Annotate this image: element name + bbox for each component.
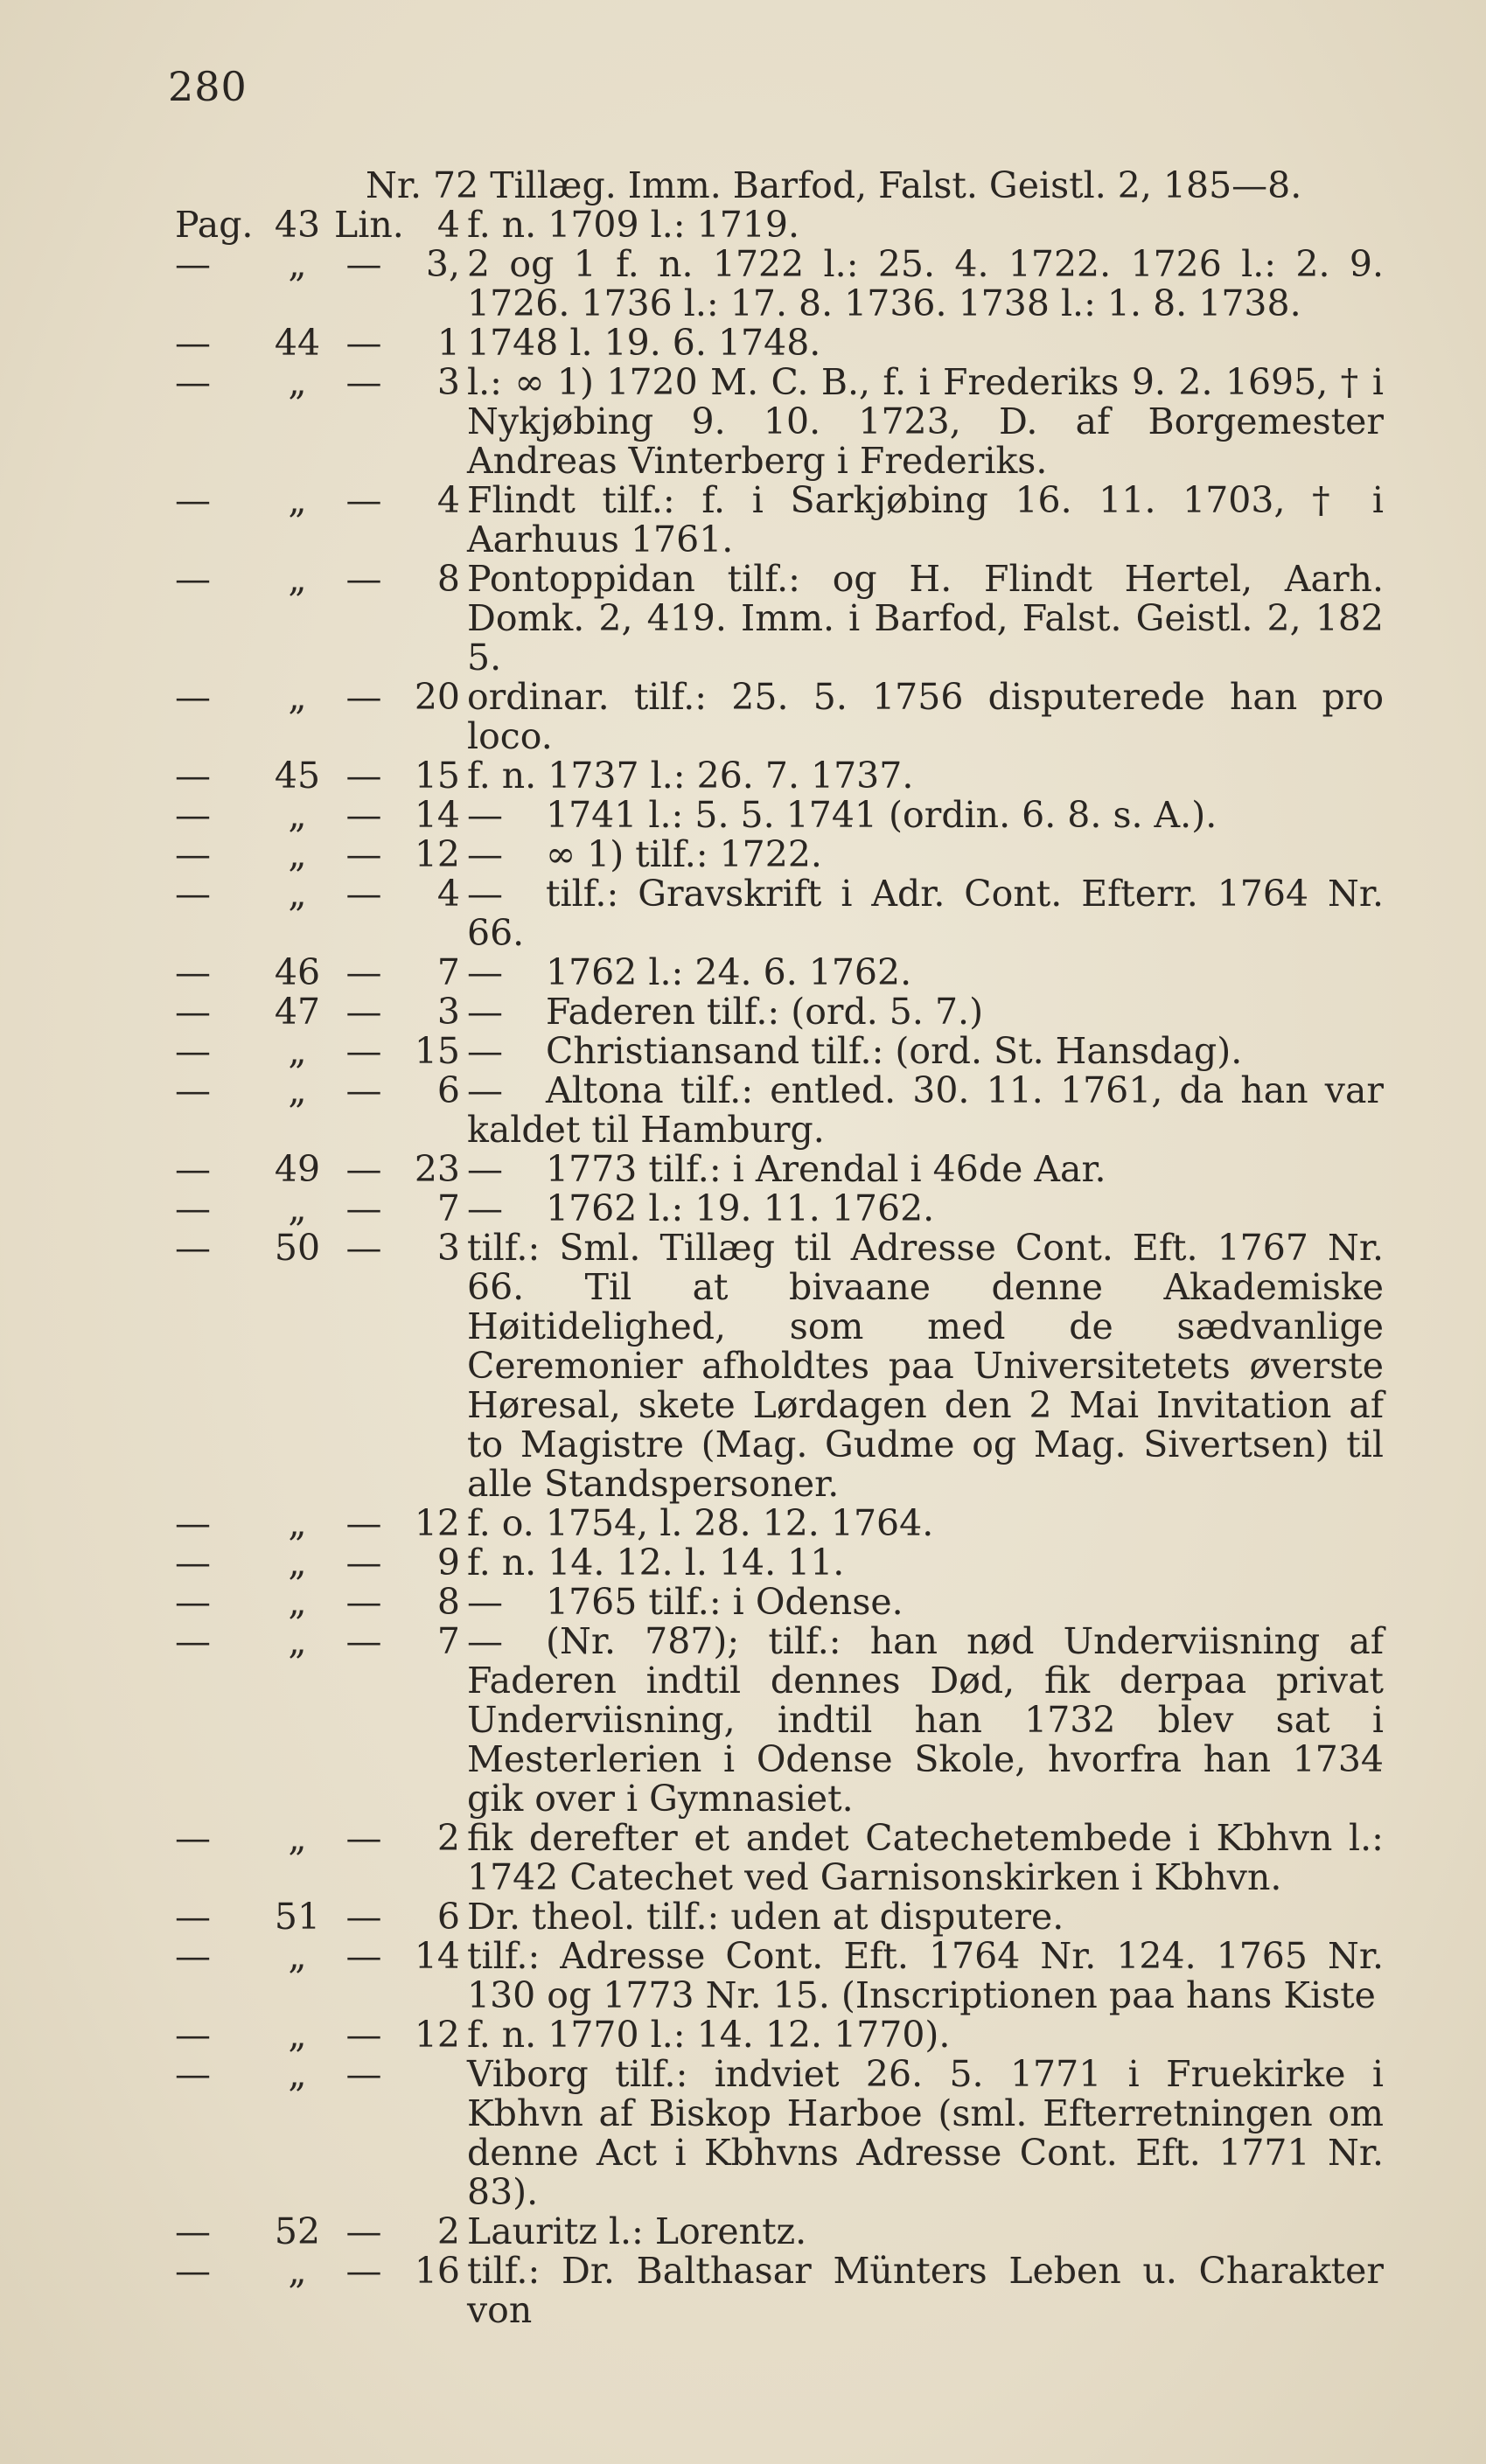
entry-page-ref: „ xyxy=(288,1620,307,1662)
entry-pag: — xyxy=(175,991,211,1033)
entry-lin-marker: — xyxy=(345,479,382,521)
errata-entry xyxy=(0,1032,1486,1071)
errata-entry xyxy=(0,166,1486,205)
entry-page-ref: „ xyxy=(288,2014,307,2056)
entry-page-ref: „ xyxy=(288,1030,307,1072)
entry-text: 1762 l.: 19. 11. 1762. xyxy=(546,1187,935,1229)
entry-pag: — xyxy=(175,755,211,797)
entry-page-ref: 51 xyxy=(274,1896,321,1938)
entry-pag: — xyxy=(175,361,211,403)
errata-entry xyxy=(0,1189,1486,1229)
entry-text: 1748 l. 19. 6. 1748. xyxy=(467,322,821,364)
entry-text-block xyxy=(467,1937,1384,2015)
entry-pag: — xyxy=(175,1896,211,1938)
entry-lin-marker: — xyxy=(345,794,382,836)
entry-line-ref: 12 xyxy=(414,833,460,875)
entry-text: ∞ 1) tilf.: 1722. xyxy=(546,833,822,875)
entry-text-block xyxy=(467,2015,1384,2055)
entry-text: tilf.: Sml. Tillæg til Adresse Cont. Eft. 1767 Nr. 66. Til at bivaane denne Akademiske Høitidelighed, som med de sædvanlige Ceremonier afholdtes paa Universitetets øverste Høresal, skete Lørdagen den 2 Mai Invitation af to Magistre (Mag. Gudme og Mag. Sivertsen) til alle Standspersoner. xyxy=(467,1227,1384,1505)
entry-sub-dash: — xyxy=(467,1581,503,1623)
entry-text-block xyxy=(467,560,1384,678)
entry-text-block xyxy=(467,1071,1384,1150)
entry-text-block xyxy=(467,324,1384,363)
entry-lin-marker: — xyxy=(345,873,382,915)
entry-pag: — xyxy=(175,1030,211,1072)
entry-page-ref: „ xyxy=(288,1502,307,1544)
entry-line-ref: 6 xyxy=(436,1069,460,1111)
entry-text-block xyxy=(467,756,1384,796)
entry-sub-dash: — xyxy=(467,951,503,993)
errata-entry xyxy=(0,1543,1486,1583)
entry-lin-marker: — xyxy=(345,676,382,718)
entry-text: Faderen tilf.: (ord. 5. 7.) xyxy=(546,991,984,1033)
entry-line-ref: 2 xyxy=(436,2210,460,2252)
entry-text: 1741 l.: 5. 5. 1741 (ordin. 6. 8. s. A.). xyxy=(546,794,1217,836)
entry-lin-marker: — xyxy=(345,1227,382,1269)
entry-page-ref: 47 xyxy=(274,991,321,1033)
entry-page-ref: „ xyxy=(288,833,307,875)
entry-text-block xyxy=(467,1819,1384,1897)
entry-pag: Pag. xyxy=(175,204,254,246)
entry-text-block xyxy=(467,678,1384,756)
entry-sub-dash: — xyxy=(467,991,503,1033)
entry-line-ref: 12 xyxy=(414,1502,460,1544)
entry-page-ref: „ xyxy=(288,361,307,403)
entry-text: tilf.: Adresse Cont. Eft. 1764 Nr. 124. 1765 Nr. 130 og 1773 Nr. 15. (Inscriptionen paa hans Kiste xyxy=(467,1935,1384,2016)
errata-entry xyxy=(0,481,1486,560)
errata-entry xyxy=(0,756,1486,796)
entry-text-block xyxy=(467,1229,1384,1504)
entry-page-ref: 49 xyxy=(274,1148,321,1190)
entry-lin-marker: — xyxy=(345,1817,382,1859)
entry-page-ref: 44 xyxy=(274,322,321,364)
errata-entry xyxy=(0,2015,1486,2055)
errata-entry xyxy=(0,245,1486,324)
entry-lin-marker: — xyxy=(345,1581,382,1623)
entry-pag: — xyxy=(175,243,211,285)
entry-pag: — xyxy=(175,833,211,875)
entry-line-ref: 6 xyxy=(436,1896,460,1938)
entry-sub-dash: — xyxy=(467,1069,503,1111)
entry-pag: — xyxy=(175,1502,211,1544)
entry-pag: — xyxy=(175,794,211,836)
entry-text-block xyxy=(467,205,1384,245)
entry-sub-dash: — xyxy=(467,1030,503,1072)
entry-text: f. n. 1737 l.: 26. 7. 1737. xyxy=(467,755,914,797)
entry-pag: — xyxy=(175,1620,211,1662)
entry-text-block xyxy=(467,1504,1384,1543)
entry-line-ref: 16 xyxy=(414,2250,460,2292)
errata-entry xyxy=(0,678,1486,756)
errata-entry xyxy=(0,1150,1486,1189)
errata-entry xyxy=(0,1229,1486,1504)
entry-sub-dash: — xyxy=(467,1620,503,1662)
entry-text-block xyxy=(467,2252,1384,2330)
entry-line-ref: 15 xyxy=(414,755,460,797)
entry-text: Christiansand tilf.: (ord. St. Hansdag). xyxy=(546,1030,1243,1072)
entry-lin-marker: — xyxy=(345,1030,382,1072)
entry-lin-marker: — xyxy=(345,1187,382,1229)
entry-lin-marker: — xyxy=(345,1069,382,1111)
entry-pag: — xyxy=(175,2210,211,2252)
entry-line-ref: 4 xyxy=(436,479,460,521)
entry-lin-marker: — xyxy=(345,833,382,875)
errata-entry xyxy=(0,1583,1486,1622)
entry-page-ref: „ xyxy=(288,1935,307,1977)
entry-text: ordinar. tilf.: 25. 5. 1756 disputerede han pro loco. xyxy=(467,676,1384,757)
entry-text: f. o. 1754, l. 28. 12. 1764. xyxy=(467,1502,934,1544)
errata-entry xyxy=(0,953,1486,992)
entry-line-ref: 3 xyxy=(436,1227,460,1269)
entry-line-ref: 9 xyxy=(436,1542,460,1584)
errata-entry xyxy=(0,324,1486,363)
entry-pag: — xyxy=(175,951,211,993)
entry-text-block xyxy=(467,1032,1384,1071)
entry-line-ref: 7 xyxy=(436,1187,460,1229)
errata-entry xyxy=(0,835,1486,874)
entry-lin-marker: — xyxy=(345,243,382,285)
entry-line-ref: 23 xyxy=(414,1148,460,1190)
errata-entry xyxy=(0,1622,1486,1819)
entry-lin-marker: — xyxy=(345,2210,382,2252)
entry-text: f. n. 1709 l.: 1719. xyxy=(467,204,799,246)
entry-pag: — xyxy=(175,676,211,718)
entry-lin-marker: — xyxy=(345,322,382,364)
entry-lin-marker: Lin. xyxy=(334,204,404,246)
entry-pag: — xyxy=(175,2250,211,2292)
entry-line-ref: 8 xyxy=(436,558,460,600)
entry-lin-marker: — xyxy=(345,1502,382,1544)
entry-sub-dash: — xyxy=(467,1148,503,1190)
entry-pag: — xyxy=(175,1817,211,1859)
entry-pag: — xyxy=(175,1581,211,1623)
entry-text: (Nr. 787); tilf.: han nød Underviisning af Faderen indtil dennes Død, fik derpaa privat Underviisning, indtil han 1732 blev sat i Mesterlerien i Odense Skole, hvorfra han 1734 gik over i Gymnasiet. xyxy=(467,1620,1384,1820)
errata-entry xyxy=(0,363,1486,481)
entry-line-ref: 15 xyxy=(414,1030,460,1072)
entry-line-ref: 4 xyxy=(436,204,460,246)
entry-line-ref: 2 xyxy=(436,1817,460,1859)
entry-lin-marker: — xyxy=(345,2053,382,2095)
entry-pag: — xyxy=(175,1542,211,1584)
entry-text-block xyxy=(467,874,1384,953)
entry-line-ref: 8 xyxy=(436,1581,460,1623)
entry-sub-dash: — xyxy=(467,873,503,915)
entry-pag: — xyxy=(175,479,211,521)
entry-text: tilf.: Dr. Balthasar Münters Leben u. Charakter von xyxy=(467,2250,1384,2331)
entry-pag: — xyxy=(175,1187,211,1229)
errata-entry xyxy=(0,992,1486,1032)
entry-page-ref: „ xyxy=(288,794,307,836)
entry-pag: — xyxy=(175,322,211,364)
errata-entry xyxy=(0,205,1486,245)
entry-pag: — xyxy=(175,2053,211,2095)
errata-entry xyxy=(0,2055,1486,2212)
errata-entry xyxy=(0,1897,1486,1937)
entry-text-block xyxy=(467,835,1384,874)
entry-text-block xyxy=(366,166,1373,205)
entry-page-ref: „ xyxy=(288,676,307,718)
entry-text-block xyxy=(467,245,1384,324)
errata-entry xyxy=(0,1071,1486,1150)
entry-page-ref: „ xyxy=(288,1187,307,1229)
entry-pag: — xyxy=(175,1227,211,1269)
entry-line-ref: 14 xyxy=(414,1935,460,1977)
entry-text-block xyxy=(467,2055,1384,2212)
entry-sub-dash: — xyxy=(467,1187,503,1229)
errata-entry xyxy=(0,560,1486,678)
entry-text: 1765 tilf.: i Odense. xyxy=(546,1581,903,1623)
entry-lin-marker: — xyxy=(345,2014,382,2056)
entry-lin-marker: — xyxy=(345,991,382,1033)
entry-page-ref: „ xyxy=(288,873,307,915)
entry-text: Nr. 72 Tillæg. Imm. Barfod, Falst. Geistl. 2, 185—8. xyxy=(366,164,1302,206)
entry-text-block xyxy=(467,1150,1384,1189)
entry-text: Lauritz l.: Lorentz. xyxy=(467,2210,807,2252)
entry-sub-dash: — xyxy=(467,794,503,836)
errata-entry xyxy=(0,796,1486,835)
entry-text: 1762 l.: 24. 6. 1762. xyxy=(546,951,912,993)
page-number: 280 xyxy=(168,63,248,110)
entry-page-ref: „ xyxy=(288,1581,307,1623)
entry-page-ref: 46 xyxy=(274,951,321,993)
entry-text-block xyxy=(467,1583,1384,1622)
entry-lin-marker: — xyxy=(345,951,382,993)
entry-sub-dash: — xyxy=(467,833,503,875)
entry-text: Altona tilf.: entled. 30. 11. 1761, da han var kaldet til Hamburg. xyxy=(467,1069,1384,1151)
entry-text: f. n. 14. 12. l. 14. 11. xyxy=(467,1542,845,1584)
entry-lin-marker: — xyxy=(345,361,382,403)
entry-text-block xyxy=(467,1897,1384,1937)
entry-lin-marker: — xyxy=(345,1896,382,1938)
entry-text: Dr. theol. tilf.: uden at disputere. xyxy=(467,1896,1064,1938)
entry-text-block xyxy=(467,2212,1384,2252)
entry-pag: — xyxy=(175,1935,211,1977)
errata-entry xyxy=(0,874,1486,953)
entry-text-block xyxy=(467,992,1384,1032)
entry-text: tilf.: Gravskrift i Adr. Cont. Efterr. 1764 Nr. 66. xyxy=(467,873,1384,954)
entry-text: f. n. 1770 l.: 14. 12. 1770). xyxy=(467,2014,951,2056)
entry-page-ref: „ xyxy=(288,243,307,285)
entry-line-ref: 4 xyxy=(436,873,460,915)
entry-text-block xyxy=(467,796,1384,835)
entry-page-ref: „ xyxy=(288,558,307,600)
entry-line-ref: 3, xyxy=(425,243,460,285)
entry-text: Pontoppidan tilf.: og H. Flindt Hertel, Aarh. Domk. 2, 419. Imm. i Barfod, Falst. Geistl. 2, 182 5. xyxy=(467,558,1384,679)
entry-lin-marker: — xyxy=(345,755,382,797)
entry-line-ref: 3 xyxy=(436,991,460,1033)
entry-pag: — xyxy=(175,1148,211,1190)
entry-pag: — xyxy=(175,1069,211,1111)
entry-text: 1773 tilf.: i Arendal i 46de Aar. xyxy=(546,1148,1106,1190)
entry-line-ref: 7 xyxy=(436,951,460,993)
entry-line-ref: 1 xyxy=(436,322,460,364)
entry-line-ref: 20 xyxy=(414,676,460,718)
entry-text-block xyxy=(467,481,1384,560)
entry-page-ref: „ xyxy=(288,1817,307,1859)
entry-page-ref: „ xyxy=(288,1542,307,1584)
entry-pag: — xyxy=(175,873,211,915)
errata-entry xyxy=(0,2212,1486,2252)
entry-text: fik derefter et andet Catechetembede i Kbhvn l.: 1742 Catechet ved Garnisonskirken i Kbhvn. xyxy=(467,1817,1384,1898)
entry-lin-marker: — xyxy=(345,1148,382,1190)
errata-entry xyxy=(0,2252,1486,2330)
entry-line-ref: 3 xyxy=(436,361,460,403)
entry-text-block xyxy=(467,1622,1384,1819)
entry-lin-marker: — xyxy=(345,558,382,600)
entry-line-ref: 7 xyxy=(436,1620,460,1662)
entry-page-ref: 50 xyxy=(274,1227,321,1269)
errata-entry xyxy=(0,1504,1486,1543)
entry-page-ref: 52 xyxy=(274,2210,321,2252)
errata-list xyxy=(0,166,1486,2330)
entry-text-block xyxy=(467,1189,1384,1229)
entry-page-ref: „ xyxy=(288,2053,307,2095)
entry-text: l.: ∞ 1) 1720 M. C. B., f. i Frederiks 9. 2. 1695, † i Nykjøbing 9. 10. 1723, D. af Borgemester Andreas Vinterberg i Frederiks. xyxy=(467,361,1384,482)
entry-line-ref: 12 xyxy=(414,2014,460,2056)
entry-line-ref: 14 xyxy=(414,794,460,836)
entry-page-ref: 43 xyxy=(274,204,321,246)
entry-text-block xyxy=(467,1543,1384,1583)
entry-page-ref: 45 xyxy=(274,755,321,797)
entry-text: Viborg tilf.: indviet 26. 5. 1771 i Fruekirke i Kbhvn af Biskop Harboe (sml. Efterretningen om denne Act i Kbhvns Adresse Cont. Eft. 1771 Nr. 83). xyxy=(467,2053,1384,2213)
entry-lin-marker: — xyxy=(345,1542,382,1584)
entry-lin-marker: — xyxy=(345,2250,382,2292)
entry-lin-marker: — xyxy=(345,1935,382,1977)
entry-pag: — xyxy=(175,2014,211,2056)
errata-entry xyxy=(0,1937,1486,2015)
entry-text: 2 og 1 f. n. 1722 l.: 25. 4. 1722. 1726 l.: 2. 9. 1726. 1736 l.: 17. 8. 1736. 1738 l.: 1. 8. 1738. xyxy=(467,243,1384,324)
errata-entry xyxy=(0,1819,1486,1897)
entry-text: Flindt tilf.: f. i Sarkjøbing 16. 11. 1703, † i Aarhuus 1761. xyxy=(467,479,1384,560)
entry-text-block xyxy=(467,953,1384,992)
entry-lin-marker: — xyxy=(345,1620,382,1662)
entry-page-ref: „ xyxy=(288,1069,307,1111)
entry-page-ref: „ xyxy=(288,2250,307,2292)
entry-page-ref: „ xyxy=(288,479,307,521)
entry-text-block xyxy=(467,363,1384,481)
entry-pag: — xyxy=(175,558,211,600)
